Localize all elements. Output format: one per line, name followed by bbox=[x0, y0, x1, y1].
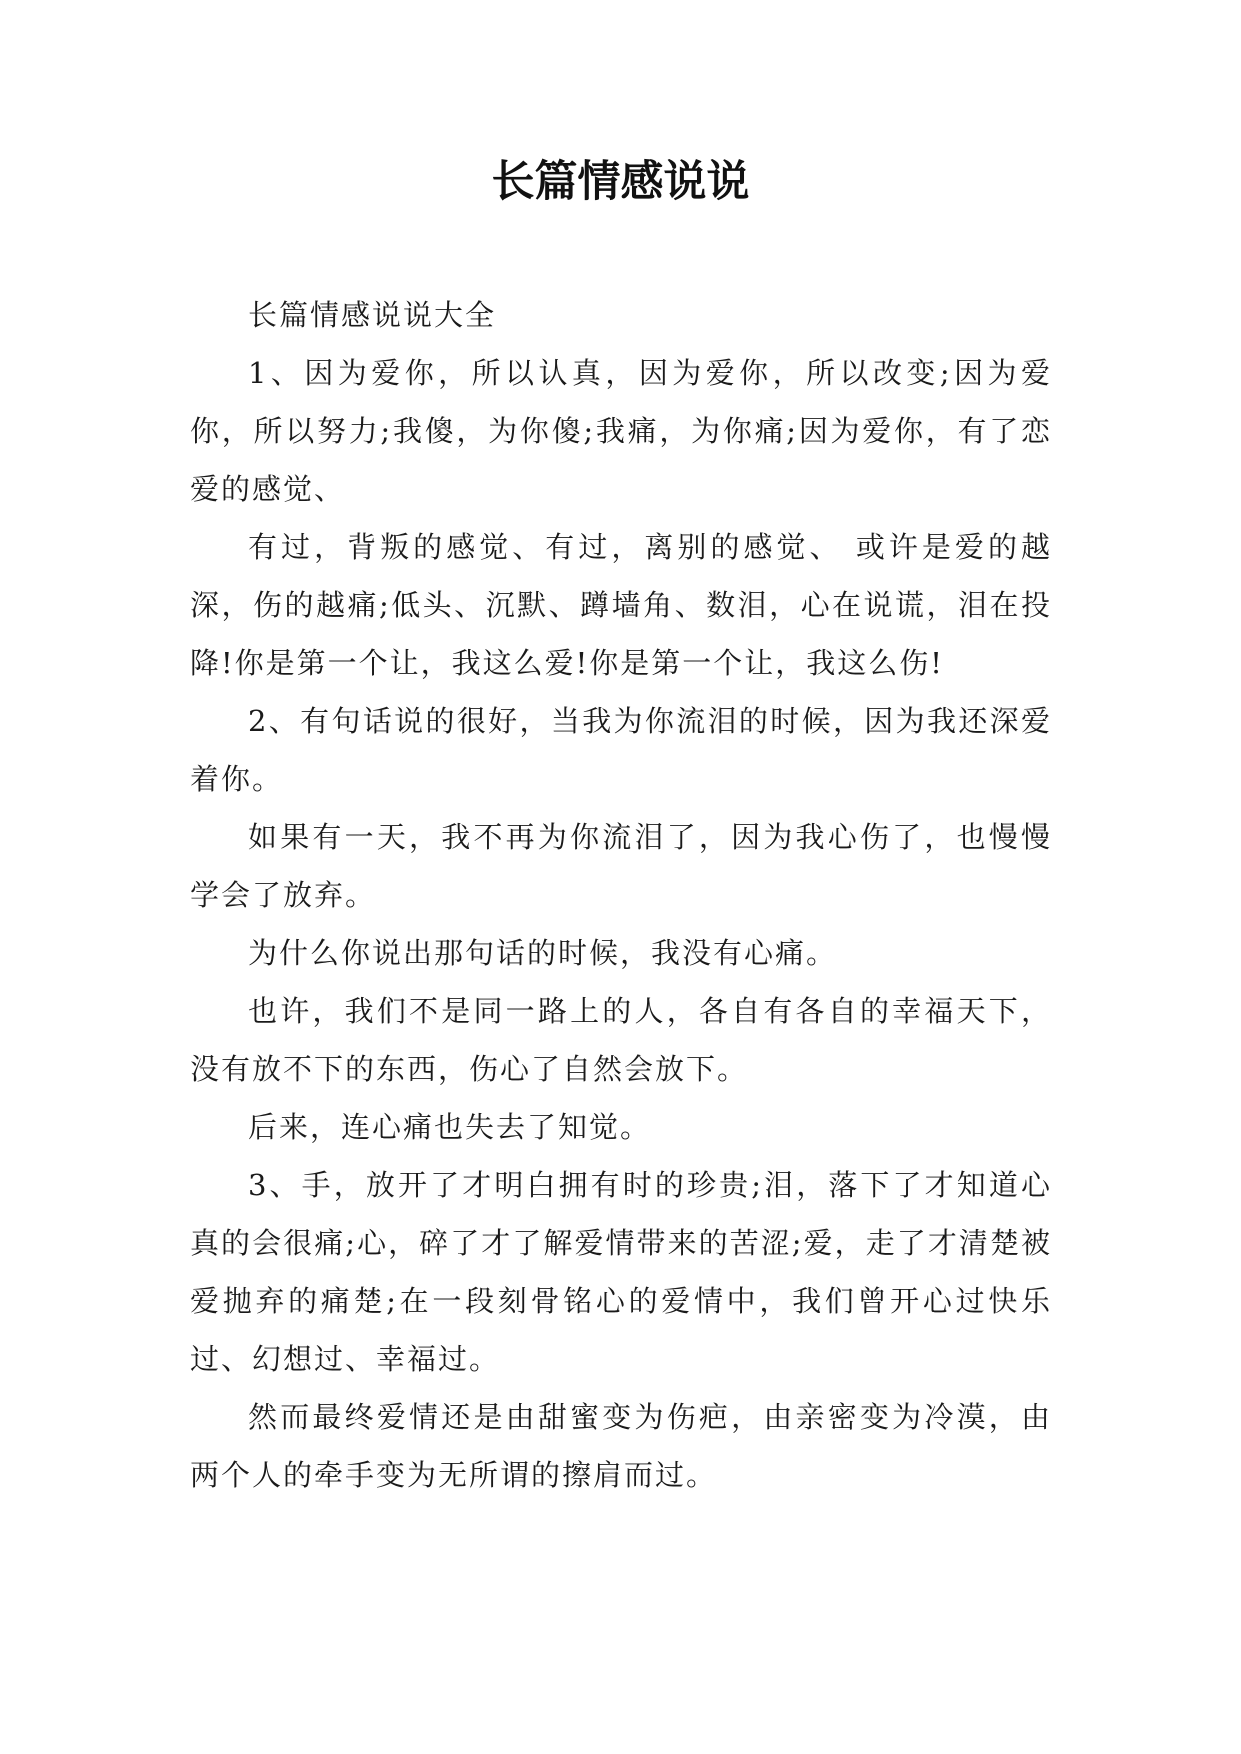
paragraph-heading: 长篇情感说说大全 bbox=[248, 298, 497, 332]
document-title: 长篇情感说说 bbox=[491, 157, 750, 207]
paragraph: 然而最终爱情还是由甜蜜变为伤疤，由亲密变为冷漠，由两个人的牵手变为无所谓的擦肩而过。 bbox=[190, 1400, 1052, 1492]
paragraph: 为什么你说出那句话的时候，我没有心痛。 bbox=[248, 936, 838, 970]
document-body bbox=[190, 286, 1052, 1504]
paragraph: 1、因为爱你，所以认真，因为爱你，所以改变;因为爱你，所以努力;我傻，为你傻;我痛，为你痛;因为爱你，有了恋爱的感觉、 bbox=[190, 356, 1052, 506]
paragraph: 后来，连心痛也失去了知觉。 bbox=[248, 1110, 652, 1144]
paragraph: 有过，背叛的感觉、有过，离别的感觉、 或许是爱的越深，伤的越痛;低头、沉默、蹲墙角、数泪，心在说谎，泪在投降!你是第一个让，我这么爱!你是第一个让，我这么伤! bbox=[190, 530, 1052, 680]
paragraph: 也许，我们不是同一路上的人，各自有各自的幸福天下，没有放不下的东西，伤心了自然会放下。 bbox=[190, 994, 1052, 1086]
paragraph: 如果有一天，我不再为你流泪了，因为我心伤了，也慢慢学会了放弃。 bbox=[190, 820, 1052, 912]
paragraph: 3、手，放开了才明白拥有时的珍贵;泪，落下了才知道心真的会很痛;心，碎了才了解爱情带来的苦涩;爱，走了才清楚被爱抛弃的痛楚;在一段刻骨铭心的爱情中，我们曾开心过快乐过、幻想过、幸福过。 bbox=[190, 1168, 1052, 1376]
paragraph: 2、有句话说的很好，当我为你流泪的时候，因为我还深爱着你。 bbox=[190, 704, 1052, 796]
